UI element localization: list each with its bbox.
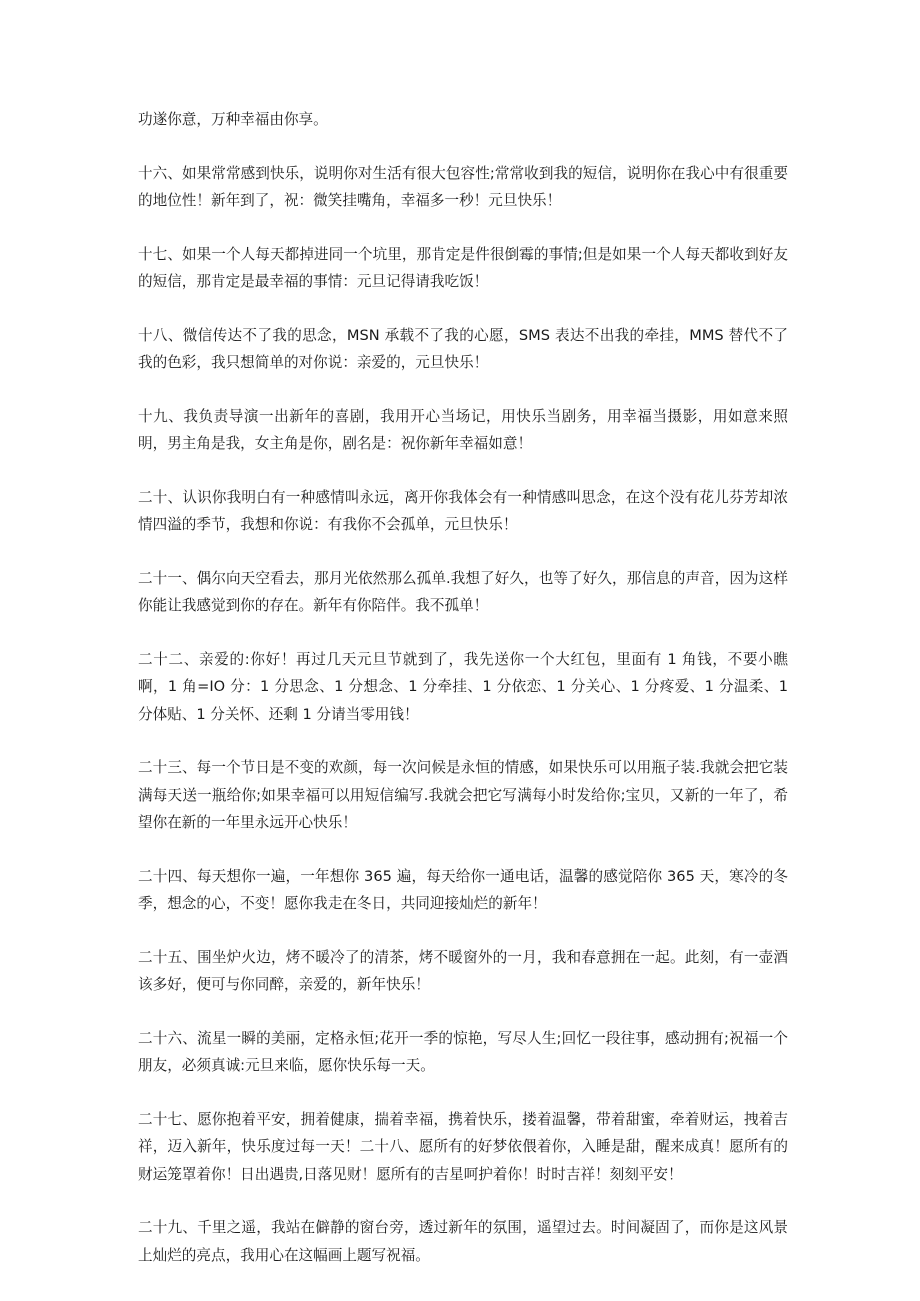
paragraph-0: 功遂你意，万种幸福由你享。 <box>138 111 328 128</box>
paragraph-29: 二十九、千里之遥，我站在僻静的窗台旁，透过新年的氛围，遥望过去。时间凝固了，而你是这风景上灿烂的亮点，我用心在这幅画上题写祝福。 <box>138 1219 788 1264</box>
paragraph-25: 二十五、围坐炉火边，烤不暖冷了的清茶，烤不暖窗外的一月，我和春意拥在一起。此刻，有一壶酒该多好，便可与你同醉，亲爱的，新年快乐！ <box>138 948 788 993</box>
paragraph-17: 十七、如果一个人每天都掉进同一个坑里，那肯定是件很倒霉的事情;但是如果一个人每天都收到好友的短信，那肯定是最幸福的事情：元旦记得请我吃饭！ <box>138 245 788 290</box>
paragraph-20: 二十、认识你我明白有一种感情叫永远，离开你我体会有一种情感叫思念，在这个没有花儿芬芳却浓情四溢的季节，我想和你说：有我你不会孤单，元旦快乐！ <box>138 488 788 533</box>
paragraph-23: 二十三、每一个节日是不变的欢颜，每一次问候是永恒的情感，如果快乐可以用瓶子装.我就会把它装满每天送一瓶给你;如果幸福可以用短信编写.我就会把它写满每小时发给你;宝贝，又新的一年了，希望你在新的一年里永远开心快乐！ <box>138 759 788 831</box>
paragraph-19: 十九、我负责导演一出新年的喜剧，我用开心当场记，用快乐当剧务，用幸福当摄影，用如意来照明，男主角是我，女主角是你，剧名是：祝你新年幸福如意！ <box>138 407 788 452</box>
paragraph-21: 二十一、偶尔向天空看去，那月光依然那么孤单.我想了好久，也等了好久，那信息的声音，因为这样你能让我感觉到你的存在。新年有你陪伴。我不孤单！ <box>138 569 788 614</box>
paragraph-22: 二十二、亲爱的:你好！再过几天元旦节就到了，我先送你一个大红包，里面有 1 角钱，不要小瞧啊，1 角=IO 分：1 分思念、1 分想念、1 分牵挂、1 分依恋、1 分关心、1 分疼爱、1 分温柔、1 分体贴、1 分关怀、还剩 1 分请当零用钱！ <box>138 650 788 723</box>
paragraph-16: 十六、如果常常感到快乐，说明你对生活有很大包容性;常常收到我的短信，说明你在我心中有很重要的地位性！新年到了，祝：微笑挂嘴角，幸福多一秒！元旦快乐！ <box>138 164 788 209</box>
paragraph-18: 十八、微信传达不了我的思念，MSN 承载不了我的心愿，SMS 表达不出我的牵挂，MMS 替代不了我的色彩，我只想简单的对你说：亲爱的，元旦快乐！ <box>138 326 788 371</box>
document-body <box>138 106 788 1295</box>
paragraph-24: 二十四、每天想你一遍，一年想你 365 遍，每天给你一通电话，温馨的感觉陪你 365 天，寒冷的冬季，想念的心，不变！愿你我走在冬日，共同迎接灿烂的新年！ <box>138 867 788 912</box>
paragraph-27: 二十七、愿你抱着平安，拥着健康，揣着幸福，携着快乐，搂着温馨，带着甜蜜，牵着财运，拽着吉祥，迈入新年，快乐度过每一天！二十八、愿所有的好梦依偎着你，入睡是甜，醒来成真！愿所有的财运笼罩着你！日出遇贵,日落见财！愿所有的吉星呵护着你！时时吉祥！刻刻平安！ <box>138 1110 788 1183</box>
paragraph-26: 二十六、流星一瞬的美丽，定格永恒;花开一季的惊艳，写尽人生;回忆一段往事，感动拥有;祝福一个朋友，必须真诚:元旦来临，愿你快乐每一天。 <box>138 1029 788 1074</box>
